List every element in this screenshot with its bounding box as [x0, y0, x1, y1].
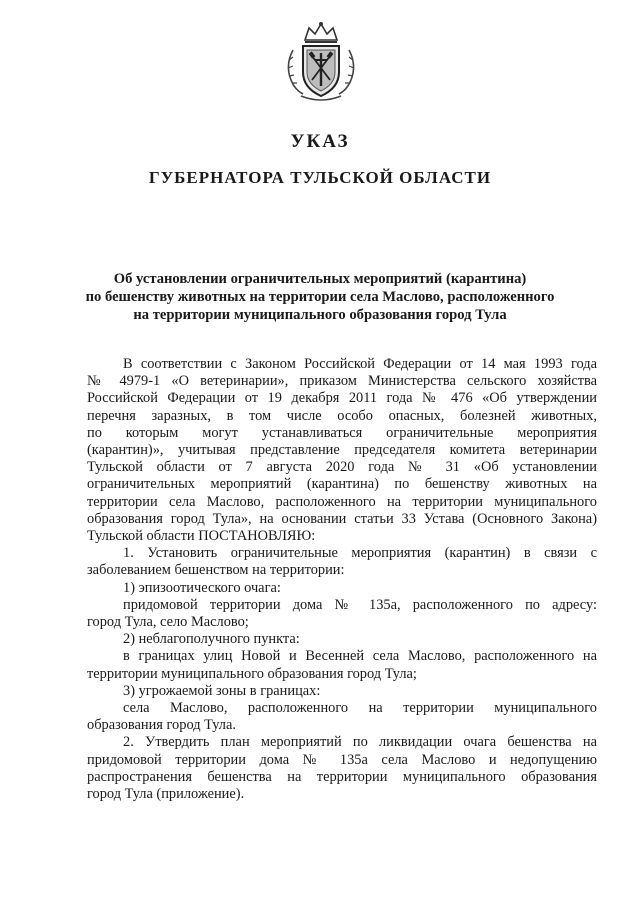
subject-line: по бешенству животных на территории села Маслово, расположенного [85, 289, 555, 305]
text-line: территории муниципального образования город Тула; [87, 665, 417, 682]
clause-1-paragraph [87, 545, 597, 562]
text-line: Тульской области от 7 августа 2020 года № 31 «Об установлении [87, 459, 597, 476]
subclause-1-text [87, 597, 597, 614]
text-line: 1. Установить ограничительные мероприятия (карантин) в связи с [123, 545, 597, 562]
document-type-title: УКАЗ [290, 131, 350, 152]
text-line: заболеванием бешенством на территории: [87, 562, 345, 579]
subclause-1-heading: 1) эпизоотического очага: [123, 579, 281, 596]
text-line: образования город Тула. [87, 717, 236, 734]
text-line: придомовой территории дома № 135а села Маслово и недопущению [87, 751, 597, 768]
text-line: перечня заразных, в том числе особо опасных, болезней животных, [87, 407, 597, 424]
text-line: № 4979-1 «О ветеринарии», приказом Министерства сельского хозяйства [87, 373, 597, 390]
text-line: распространения бешенства на территории муниципального образования [87, 768, 597, 785]
text-line: в границах улиц Новой и Весенней села Маслово, расположенного на [123, 648, 597, 665]
subclause-2-text [87, 648, 597, 665]
text-line: 2. Утвердить план мероприятий по ликвидации очага бешенства на [123, 734, 597, 751]
text-line: образования город Тула», на основании статьи 33 Устава (Основного Закона) [87, 510, 597, 527]
tula-coat-of-arms-icon [283, 20, 359, 102]
decree-body [87, 356, 597, 803]
preamble-paragraph [87, 356, 597, 373]
issuer-title: ГУБЕРНАТОРА ТУЛЬСКОЙ ОБЛАСТИ [148, 168, 492, 187]
subclause-2-heading: 2) неблагополучного пункта: [123, 631, 300, 648]
subject-line: Об установлении ограничительных мероприятий (карантина) [113, 271, 527, 287]
preamble-paragraph-continued [87, 373, 597, 545]
clause-2-paragraph [87, 734, 597, 751]
text-line: город Тула, село Маслово; [87, 614, 249, 631]
text-line: территории села Маслово, расположенного на территории муниципального [87, 493, 597, 510]
text-line: ограничительных мероприятий (карантина) по бешенству животных на [87, 476, 597, 493]
text-line: Российской Федерации от 19 декабря 2011 года № 476 «Об утверждении [87, 390, 597, 407]
subclause-3-text [87, 700, 597, 717]
decree-subject [60, 270, 580, 324]
text-line: села Маслово, расположенного на территории муниципального [123, 700, 597, 717]
text-line: (карантин)», учитывая представление председателя комитета ветеринарии [87, 442, 597, 459]
coat-of-arms-emblem [283, 20, 359, 102]
text-line: по которым могут устанавливаться ограничительные мероприятия [87, 424, 597, 441]
text-line: город Тула (приложение). [87, 786, 245, 803]
subject-line: на территории муниципального образования город Тула [133, 307, 507, 323]
text-line: Тульской области ПОСТАНОВЛЯЮ: [87, 528, 316, 545]
subclause-3-heading: 3) угрожаемой зоны в границах: [123, 682, 321, 699]
text-line: В соответствии с Законом Российской Федерации от 14 мая 1993 года [123, 356, 597, 372]
text-line: придомовой территории дома № 135а, расположенного по адресу: [123, 596, 597, 613]
